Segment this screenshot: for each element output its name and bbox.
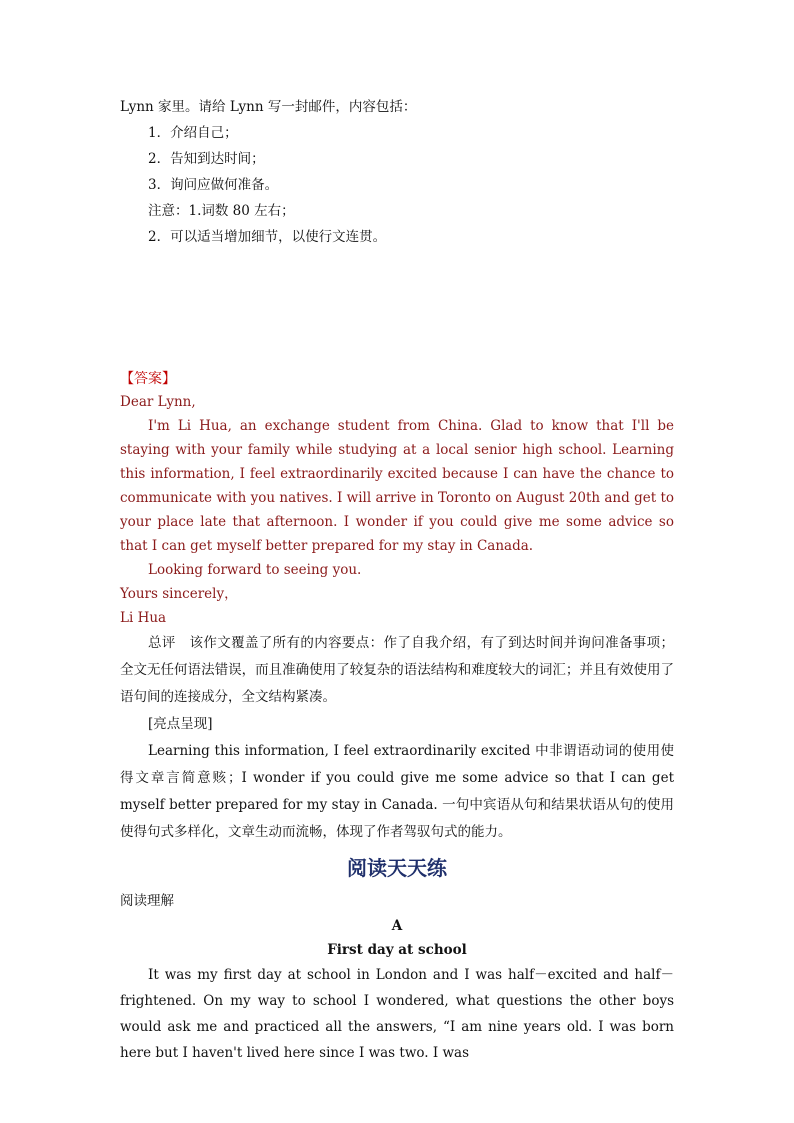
answer-greeting: Dear Lynn,	[120, 394, 196, 410]
review-highlights-label: [亮点呈现]	[148, 716, 213, 732]
passage-title: First day at school	[327, 942, 467, 958]
answer-closing-line: Looking forward to seeing you.	[148, 562, 362, 578]
prompt-note-2: 2．可以适当增加细节，以使行文连贯。	[148, 229, 387, 245]
passage-text: It was my first day at school in London and I was half－excited and half－frightened. On my way to school I wondered, what questions the other boys would ask me and practiced all the answers, “I am nine years old. I was born here but I haven't lived here since I was two. I was	[120, 967, 674, 1061]
prompt-note-1: 注意：1.词数 80 左右；	[148, 203, 295, 219]
document-page	[120, 94, 674, 1066]
section-title: 阅读天天练	[347, 856, 447, 880]
prompt-item-1: 1．介绍自己；	[148, 125, 238, 141]
answer-signature: Li Hua	[120, 610, 167, 626]
prompt-item-3: 3．询问应做何准备。	[148, 177, 279, 193]
prompt-item-2: 2．告知到达时间；	[148, 151, 265, 167]
subsection-title: 阅读理解	[120, 893, 174, 909]
review-highlights: Learning this information, I feel extraordinarily excited 中非谓语动词的使用使得文章言简意赅；I wonder if you could give me some advice so that I can get myself better prepared for my stay in Canada. 一句中宾语从句和结果状语从句的使用使得句式多样化，文章生动而流畅，体现了作者驾驭句式的能力。	[120, 743, 674, 840]
spacer	[120, 250, 674, 368]
answer-body: I'm Li Hua, an exchange student from China. Glad to know that I'll be staying with your family while studying at a local senior high school. Learning this information, I feel extraordinarily excited because I can have the chance to communicate with you natives. I will arrive in Toronto on August 20th and get to your place late that afternoon. I wonder if you could give me some advice so that I can get myself better prepared for my stay in Canada.	[120, 418, 674, 554]
passage-letter: A	[391, 918, 403, 934]
answer-signoff: Yours sincerely，	[120, 586, 238, 602]
review-summary: 总评 该作文覆盖了所有的内容要点：作了自我介绍，有了到达时间并询问准备事项；全文无任何语法错误，而且准确使用了较复杂的语法结构和难度较大的词汇；并且有效使用了语句间的连接成分，全文结构紧凑。	[120, 635, 674, 705]
prompt-line-1: Lynn 家里。请给 Lynn 写一封邮件，内容包括：	[120, 99, 417, 115]
answer-label: 【答案】	[120, 371, 176, 387]
